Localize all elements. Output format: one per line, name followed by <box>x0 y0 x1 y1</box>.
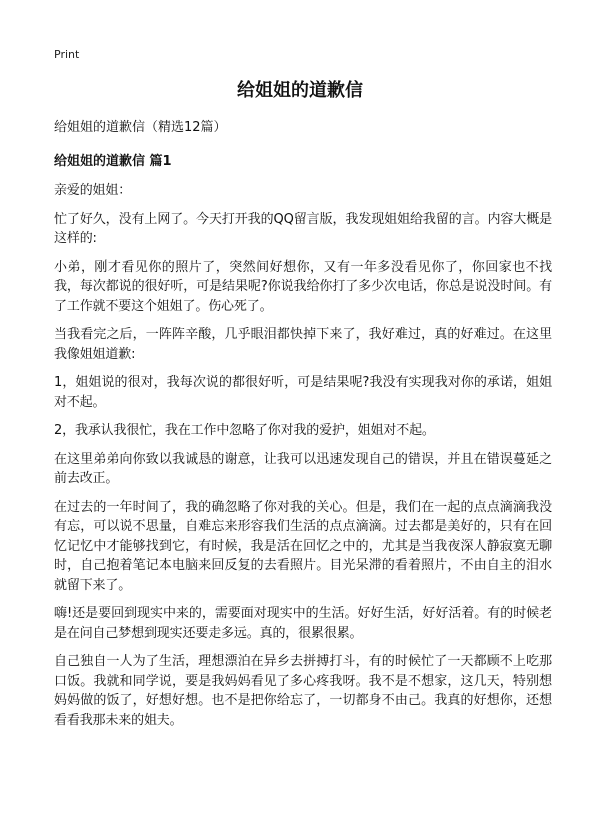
paragraph: 嗨!还是要回到现实中来的，需要面对现实中的生活。好好生活，好好活着。有的时候老是在问自己梦想到现实还要走多远。真的，很累很累。 <box>54 606 552 641</box>
print-link[interactable]: Print <box>54 48 80 61</box>
paragraph: 在过去的一年时间了，我的确忽略了你对我的关心。但是，我们在一起的点点滴滴我没有忘，可以说不思量，自难忘来形容我们生活的点点滴滴。过去都是美好的，只有在回忆记忆中才能够找到它，有时候，我是活在回忆之中的，尤其是当我夜深人静寂寞无聊时，自己抱着笔记本电脑来回反复的去看照片。目光呆滞的看着照片，不由自主的泪水就留下来了。 <box>54 499 552 593</box>
paragraph: 忙了好久，没有上网了。今天打开我的QQ留言版，我发现姐姐给我留的言。内容大概是这样的: <box>54 211 552 246</box>
paragraph: 小弟，刚才看见你的照片了，突然间好想你，又有一年多没看见你了，你回家也不找我，每次都说的很好听，可是结果呢?你说我给你打了多少次电话，你总是说没时间。有了工作就不要这个姐姐了。伤心死了。 <box>54 259 552 314</box>
paragraph: 自己独自一人为了生活，理想漂泊在异乡去拼搏打斗，有的时候忙了一天都顾不上吃那口饭。我就和同学说，要是我妈妈看见了多心疼我呀。我不是不想家，这几天，特别想妈妈做的饭了，好想好想。也不是把你给忘了，一切都身不由己。我真的好想你，还想看看我那未来的姐夫。 <box>54 654 552 728</box>
article-subtitle: 给姐姐的道歉信（精选12篇） <box>54 120 227 135</box>
section-heading: 给姐姐的道歉信 篇1 <box>54 154 172 169</box>
page-title: 给姐姐的道歉信 <box>237 80 363 101</box>
article-body <box>54 118 552 739</box>
paragraph: 当我看完之后，一阵阵辛酸，几乎眼泪都快掉下来了，我好难过，真的好难过。在这里我像姐姐道歉: <box>54 327 552 362</box>
paragraph-salutation: 亲爱的姐姐： <box>54 183 132 198</box>
paragraph: 在这里弟弟向你致以我诚恳的谢意，让我可以迅速发现自己的错误，并且在错误蔓延之前去改正。 <box>54 451 552 486</box>
paragraph: 1，姐姐说的很对，我每次说的都很好听，可是结果呢?我没有实现我对你的承诺，姐姐对不起。 <box>54 375 552 410</box>
paragraph: 2，我承认我很忙，我在工作中忽略了你对我的爱护，姐姐对不起。 <box>54 423 435 438</box>
